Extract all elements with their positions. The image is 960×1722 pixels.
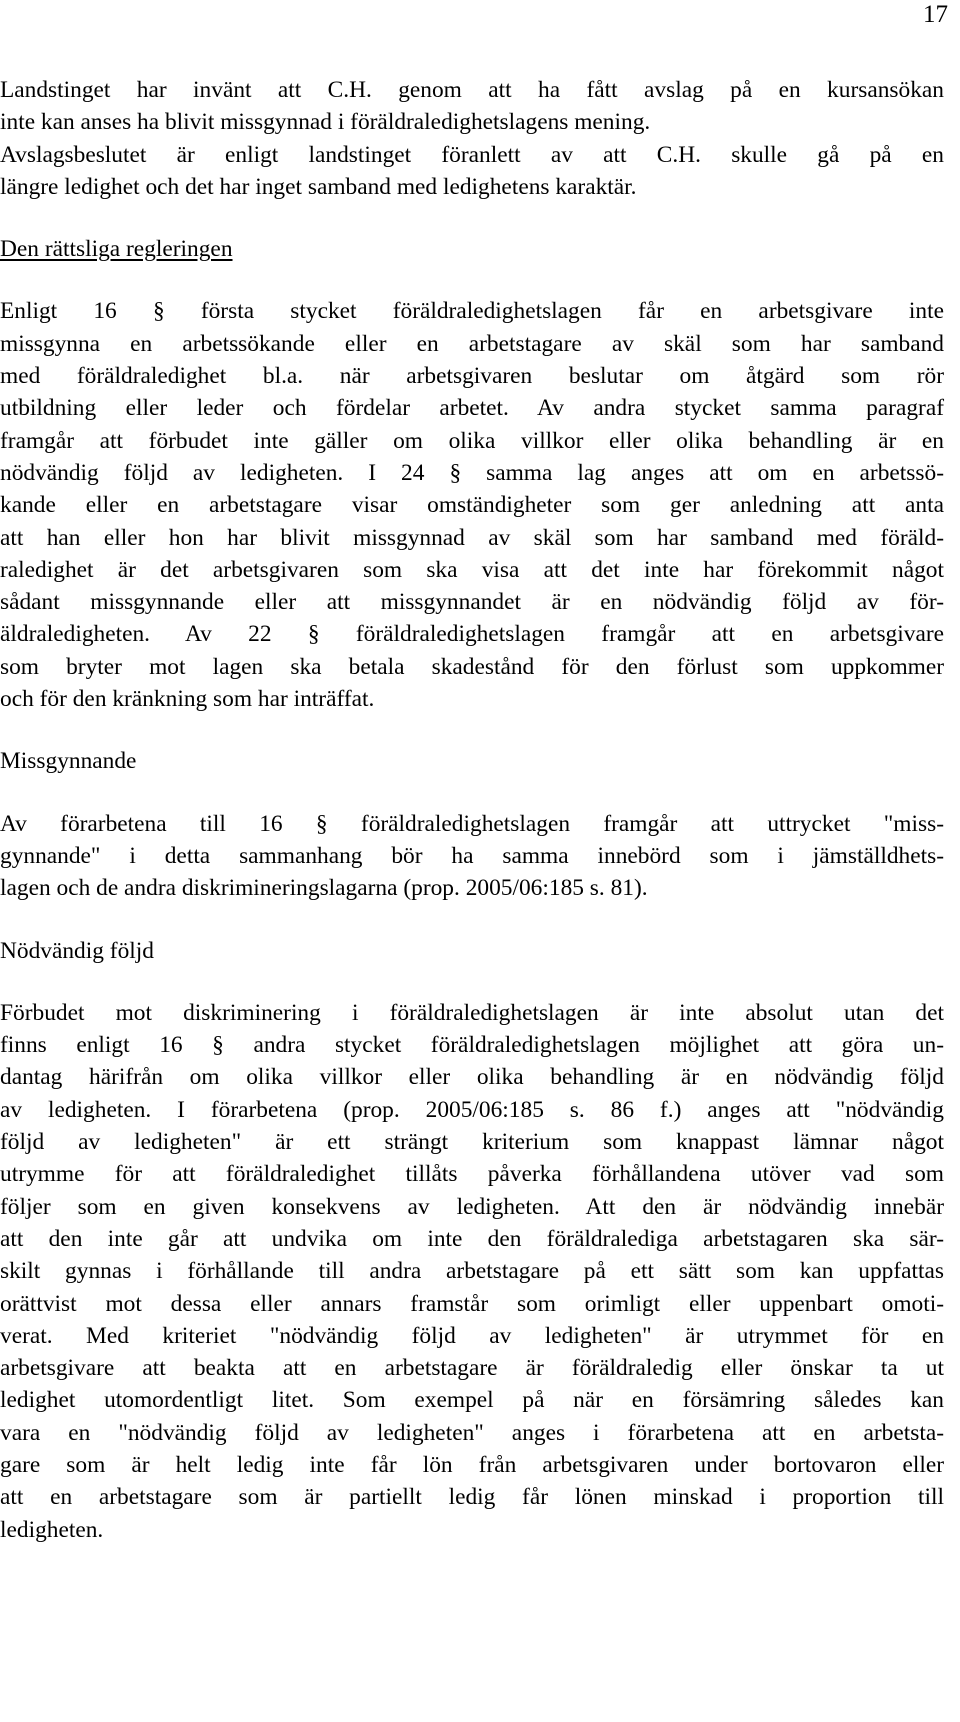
paragraph-nodvandig-foljd	[0, 997, 944, 1546]
section-heading-nodvandig-foljd	[0, 935, 944, 967]
text-line: längre ledighet och det har inget samband med ledighetens karaktär.	[0, 173, 637, 200]
text-line: Avslagsbeslutet är enligt landstinget föranlett av att C.H. skulle gå på en	[0, 141, 944, 168]
text-line: att den inte går att undvika om inte den föräldralediga arbetstagaren ska sär-	[0, 1225, 944, 1252]
text-line: utbildning eller leder och fördelar arbetet. Av andra stycket samma paragraf	[0, 395, 944, 422]
text-line: dantag härifrån om olika villkor eller olika behandling är en nödvändig följd	[0, 1064, 944, 1091]
text-line: nödvändig följd av ledigheten. I 24 § samma lag anges att om en arbetssö-	[0, 459, 944, 486]
text-line: ledighet utomordentligt litet. Som exempel på när en försämring således kan	[0, 1387, 944, 1414]
text-line: utrymme för att föräldraledighet tillåts påverka förhållandena utöver vad som	[0, 1161, 944, 1188]
text-line: följd av ledigheten" är ett strängt kriterium som knappast lämnar något	[0, 1129, 944, 1156]
text-line: äldraledigheten. Av 22 § föräldraledighetslagen framgår att en arbetsgivare	[0, 621, 944, 648]
text-line: som bryter mot lagen ska betala skadestånd för den förlust som uppkommer	[0, 653, 944, 680]
text-line: verat. Med kriteriet "nödvändig följd av ledigheten" är utrymmet för en	[0, 1322, 944, 1349]
text-line: lagen och de andra diskrimineringslagarna (prop. 2005/06:185 s. 81).	[0, 875, 648, 902]
section-heading-rattsliga-regleringen	[0, 233, 944, 265]
text-line: gare som är helt ledig inte får lön från arbetsgivaren under bortovaron eller	[0, 1451, 944, 1478]
text-line: att han eller hon har blivit missgynnad av skäl som har samband med föräld-	[0, 524, 944, 551]
heading-text: Nödvändig följd	[0, 937, 154, 964]
text-line: vara en "nödvändig följd av ledigheten" anges i förarbetena att en arbetsta-	[0, 1419, 944, 1446]
text-line: att en arbetstagare som är partiellt ledig får lönen minskad i proportion till	[0, 1484, 944, 1511]
document-body	[0, 74, 944, 1546]
text-line: missgynna en arbetssökande eller en arbetstagare av skäl som har samband	[0, 330, 944, 357]
text-line: Enligt 16 § första stycket föräldraledighetslagen får en arbetsgivare inte	[0, 298, 944, 325]
text-line: Förbudet mot diskriminering i föräldraledighetslagen är inte absolut utan det	[0, 999, 944, 1026]
text-line: skilt gynnas i förhållande till andra arbetstagare på ett sätt som kan uppfattas	[0, 1258, 944, 1285]
text-line: arbetsgivare att beakta att en arbetstagare är föräldraledig eller önskar ta ut	[0, 1355, 944, 1382]
text-line: raledighet är det arbetsgivaren som ska visa att det inte har förekommit något	[0, 556, 944, 583]
text-line: av ledigheten. I förarbetena (prop. 2005/06:185 s. 86 f.) anges att "nödvändig	[0, 1096, 944, 1123]
text-line: och för den kränkning som har inträffat.	[0, 686, 375, 713]
text-line: med föräldraledighet bl.a. när arbetsgivaren beslutar om åtgärd som rör	[0, 363, 944, 390]
text-line: orättvist mot dessa eller annars framstår som orimligt eller uppenbart omoti-	[0, 1290, 944, 1317]
text-line: kande eller en arbetstagare visar omständigheter som ger anledning att anta	[0, 492, 944, 519]
page-number: 17	[923, 1, 948, 28]
paragraph-invandning	[0, 74, 944, 203]
heading-text: Missgynnande	[0, 748, 137, 775]
text-line: inte kan anses ha blivit missgynnad i föräldraledighetslagens mening.	[0, 109, 651, 136]
heading-text: Den rättsliga regleringen	[0, 236, 233, 263]
text-line: Landstinget har invänt att C.H. genom att ha fått avslag på en kursansökan	[0, 77, 944, 103]
text-line: finns enligt 16 § andra stycket föräldraledighetslagen möjlighet att göra un-	[0, 1032, 944, 1059]
text-line: gynnande" i detta sammanhang bör ha samma innebörd som i jämställdhets-	[0, 842, 944, 869]
text-line: följer som en given konsekvens av ledigheten. Att den är nödvändig innebär	[0, 1193, 944, 1220]
text-line: Av förarbetena till 16 § föräldraledighetslagen framgår att uttrycket "miss-	[0, 810, 944, 837]
section-heading-missgynnande	[0, 745, 944, 777]
text-line: framgår att förbudet inte gäller om olika villkor eller olika behandling är en	[0, 427, 944, 454]
text-line: ledigheten.	[0, 1516, 104, 1543]
paragraph-missgynnande	[0, 808, 944, 905]
paragraph-regleringen	[0, 295, 944, 715]
text-line: sådant missgynnande eller att missgynnandet är en nödvändig följd av för-	[0, 589, 944, 616]
